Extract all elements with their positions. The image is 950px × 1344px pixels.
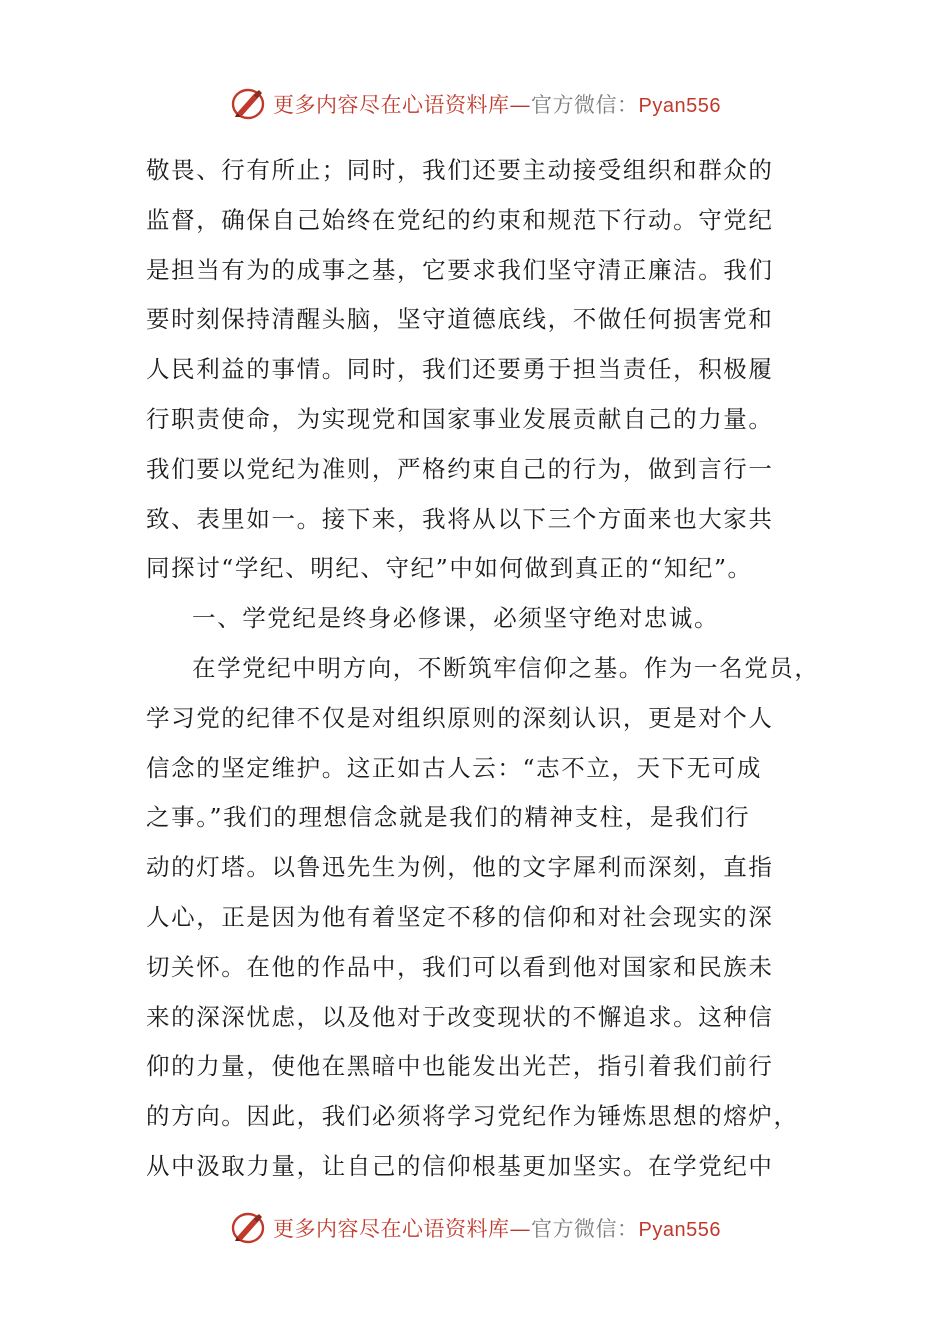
text-line: 行职责使命，为实现党和国家事业发展贡献自己的力量。 — [146, 404, 774, 433]
watermark-official-label: 官方微信： — [531, 93, 639, 117]
text-line: 人民利益的事情。同时，我们还要勇于担当责任，积极履 — [146, 355, 774, 384]
text-line: 是担当有为的成事之基，它要求我们坚守清正廉洁。我们 — [146, 255, 774, 284]
watermark-official-label: 官方微信： — [531, 1217, 639, 1241]
text-line: 信念的坚定维护。这正如古人云：“志不立，天下无可成 — [146, 753, 763, 782]
text-line: 要时刻保持清醒头脑，坚守道德底线，不做任何损害党和 — [146, 305, 774, 334]
text-line: 从中汲取力量，让自己的信仰根基更加坚实。在学党纪中 — [146, 1151, 774, 1180]
pen-logo-icon — [229, 86, 269, 122]
header-watermark — [0, 84, 950, 124]
watermark-dash: — — [509, 93, 532, 117]
text-line: 致、表里如一。接下来，我将从以下三个方面来也大家共 — [146, 504, 774, 533]
watermark-text — [273, 89, 721, 119]
watermark-site: 更多内容尽在心语资料库 — [273, 93, 510, 117]
text-line: 的方向。因此，我们必须将学习党纪作为锤炼思想的熔炉， — [146, 1102, 799, 1131]
text-line: 仰的力量，使他在黑暗中也能发出光芒，指引着我们前行 — [146, 1052, 774, 1081]
text-line: 切关怀。在他的作品中，我们可以看到他对国家和民族未 — [146, 952, 774, 981]
text-line: 来的深深忧虑，以及他对于改变现状的不懈追求。这种信 — [146, 1002, 774, 1031]
footer-watermark — [0, 1208, 950, 1248]
watermark-wechat-id: Pyan556 — [638, 95, 721, 117]
text-line: 动的灯塔。以鲁迅先生为例，他的文字犀利而深刻，直指 — [146, 853, 774, 882]
document-body — [146, 146, 826, 1192]
section-heading: 一、学党纪是终身必修课，必须坚守绝对忠诚。 — [192, 604, 720, 633]
watermark-text — [273, 1213, 721, 1243]
text-line: 同探讨“学纪、明纪、守纪”中如何做到真正的“知纪”。 — [146, 554, 753, 583]
watermark-dash: — — [509, 1217, 532, 1241]
watermark-site: 更多内容尽在心语资料库 — [273, 1217, 510, 1241]
text-line: 我们要以党纪为准则，严格约束自己的行为，做到言行一 — [146, 454, 774, 483]
text-line: 学习党的纪律不仅是对组织原则的深刻认识，更是对个人 — [146, 703, 774, 732]
text-line: 之事。”我们的理想信念就是我们的精神支柱，是我们行 — [146, 803, 751, 832]
watermark-wechat-id: Pyan556 — [638, 1219, 721, 1241]
text-line: 敬畏、行有所止；同时，我们还要主动接受组织和群众的 — [146, 156, 774, 184]
text-line: 在学党纪中明方向，不断筑牢信仰之基。作为一名党员， — [192, 653, 820, 682]
text-line: 人心，正是因为他有着坚定不移的信仰和对社会现实的深 — [146, 902, 774, 931]
pen-logo-icon — [229, 1210, 269, 1246]
text-line: 监督，确保自己始终在党纪的约束和规范下行动。守党纪 — [146, 205, 774, 234]
